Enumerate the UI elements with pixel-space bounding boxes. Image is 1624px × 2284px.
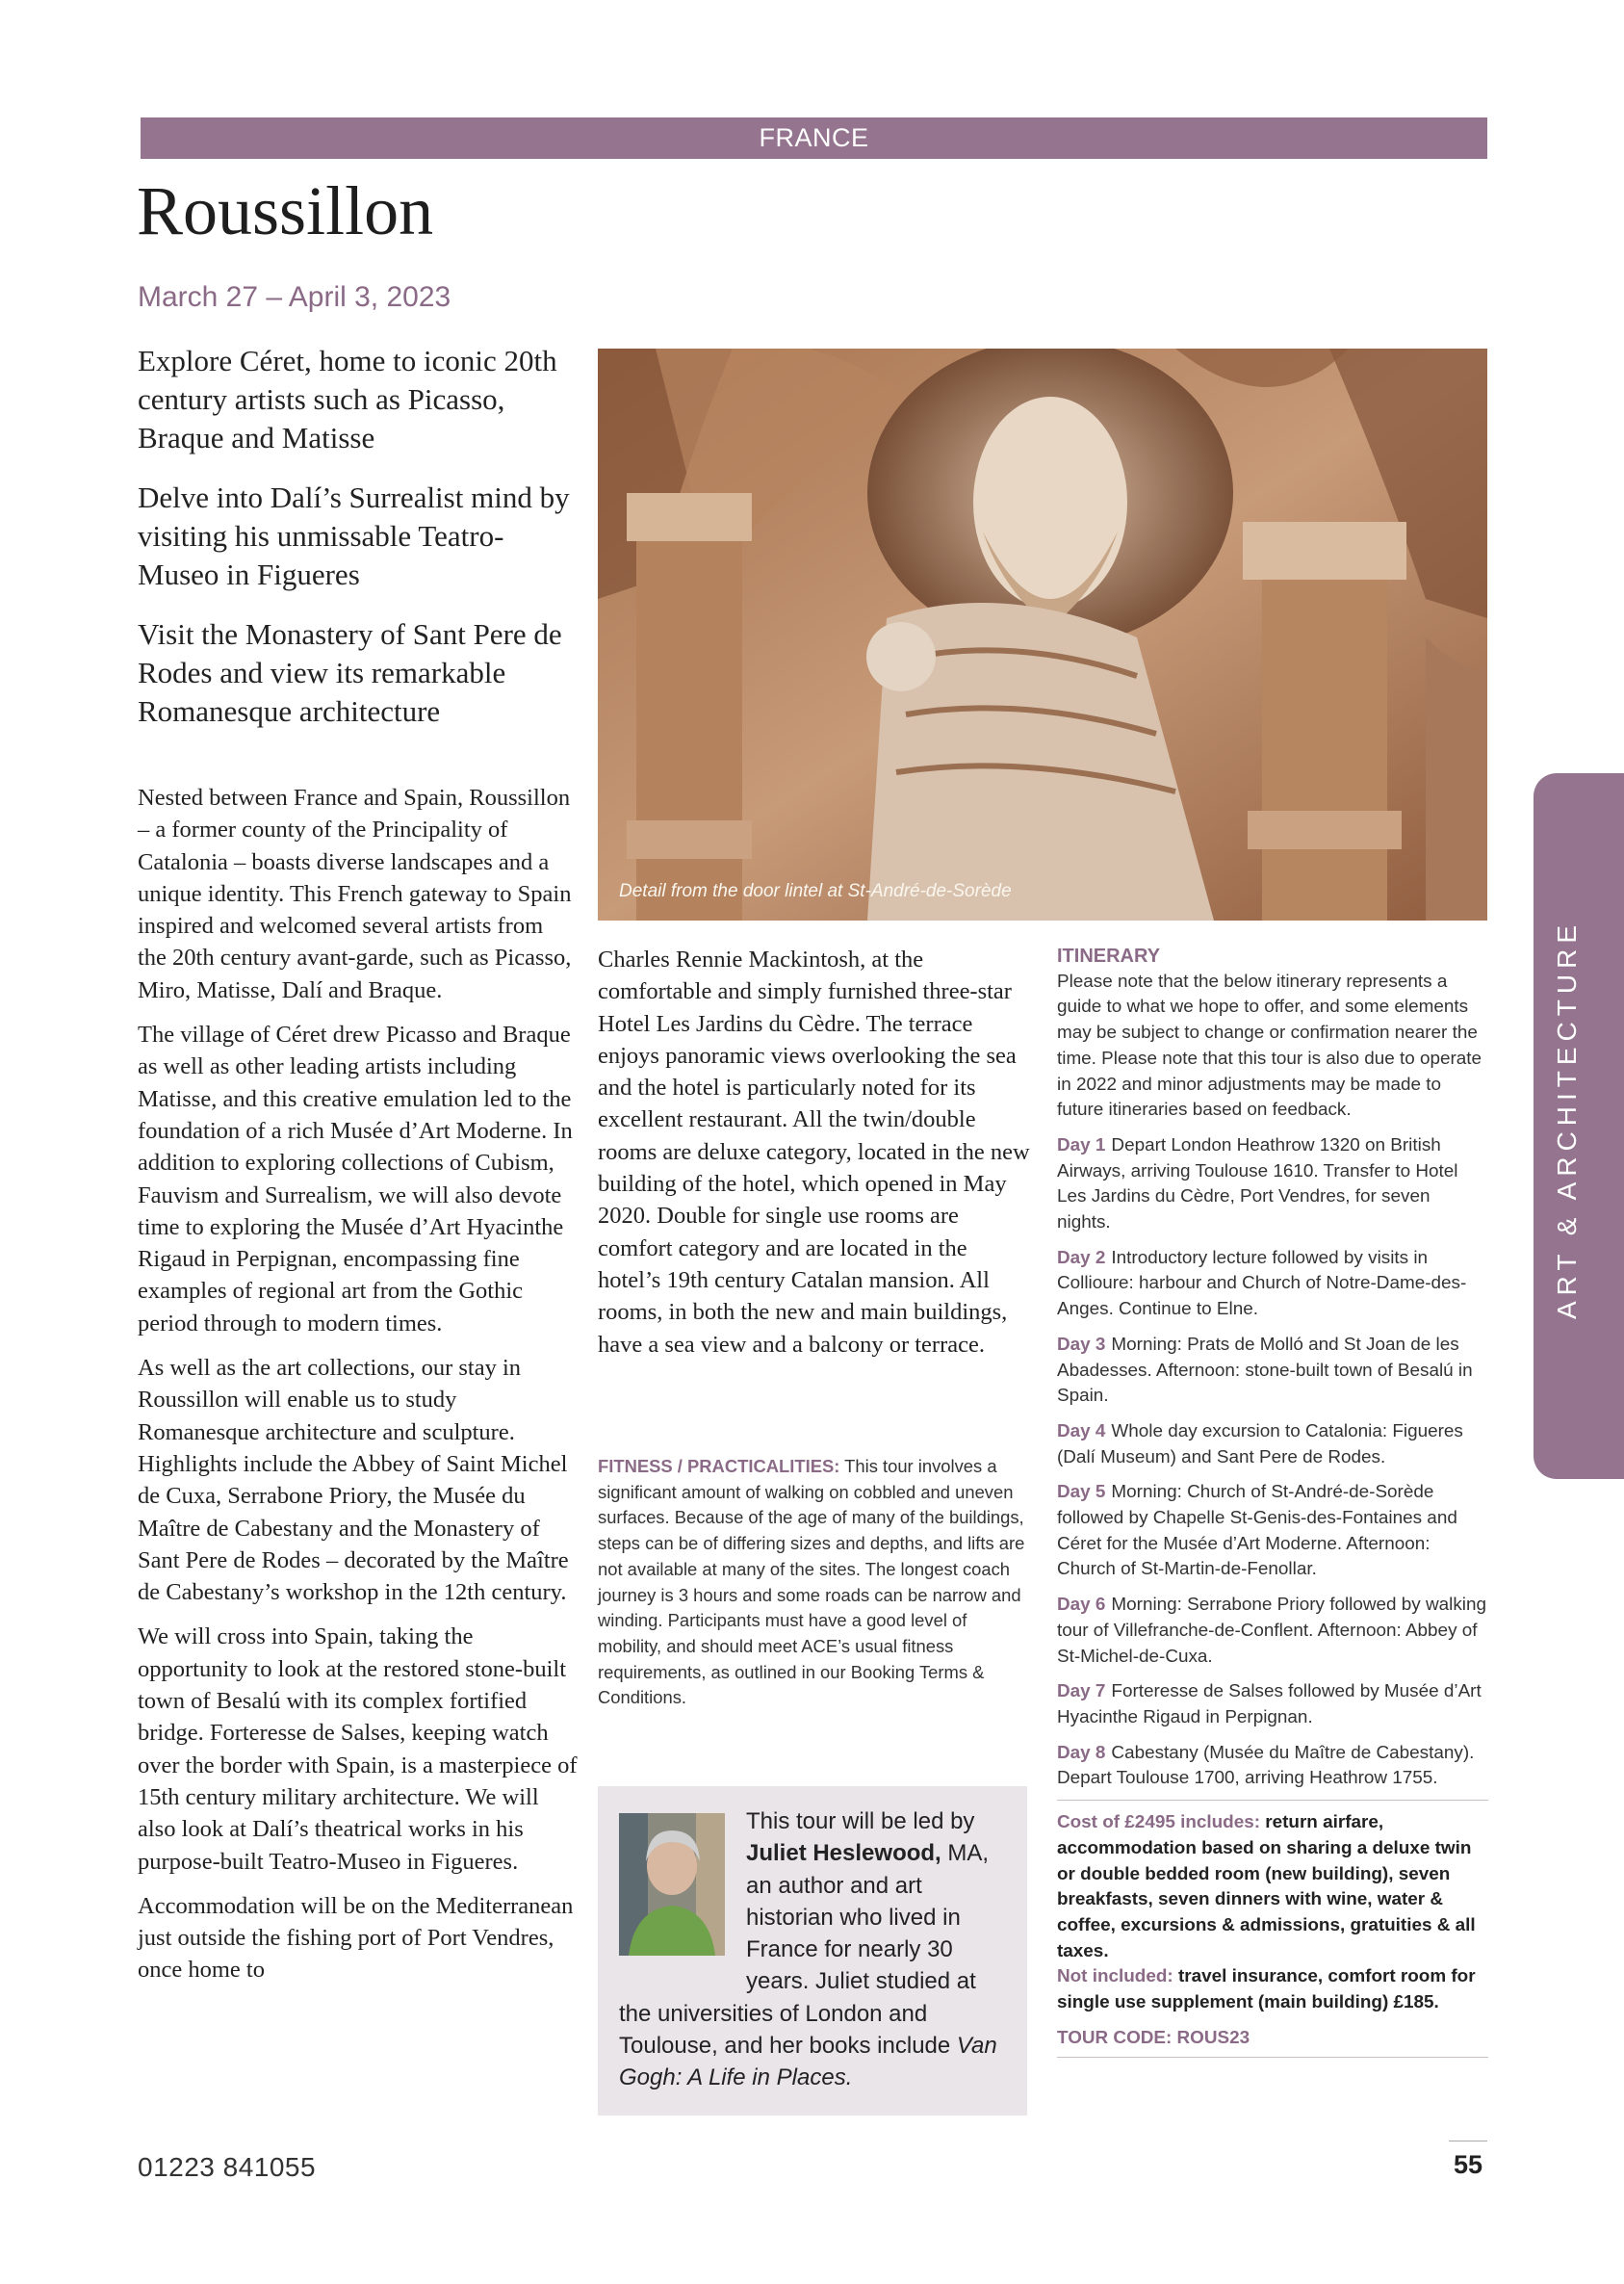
day-label: Day 8 <box>1057 1742 1106 1763</box>
leader-book: Van Gogh: A Life in Places. <box>619 2033 997 2091</box>
body-paragraph: The village of Céret drew Picasso and Braque as well as other leading artists including Matisse, and this creative emulation led to the foundation of a rich Musée d’Art Moderne. In addition to exploring collections of Cubism, Fauvism and Surrealism, we will also devote time to exploring the Musée d’Art Hyacinthe Rigaud in Perpignan, encompassing fine examples of regional art from the Gothic period through to modern times. <box>138 1022 573 1337</box>
cost-includes-text: return airfare, accommodation based on sharing a deluxe twin or double bedded room (new building), seven breakfasts, seven dinners with wine, water & coffee, excursions & admissions, gratuities & all taxes. <box>1057 1812 1476 1961</box>
cost-excludes <box>1057 1964 1488 2015</box>
photo-caption: Detail from the door lintel at St-André-de-Sorède <box>619 881 1012 901</box>
side-tab-label: ART & ARCHITECTURE <box>1552 919 1582 1319</box>
highlight-item: Delve into Dalí’s Surrealist mind by visiting his unmissable Teatro-Museo in Figueres <box>138 480 570 591</box>
sculpture-photo <box>598 349 1487 921</box>
day-label: Day 5 <box>1057 1482 1106 1503</box>
section-banner <box>141 117 1487 159</box>
itinerary-day <box>1057 1133 1488 1236</box>
page-title: Roussillon <box>137 172 434 249</box>
day-label: Day 7 <box>1057 1681 1106 1702</box>
fitness-text: This tour involves a significant amount of walking on cobbled and uneven surfaces. Because of the age of many of the buildings, steps can be of differing sizes and depths, and lifts are not available at many of the sites. The longest coach journey is 3 hours and some roads can be narrow and winding. Participants must have a good level of mobility, and should meet ACE’s usual fitness requirements, as outlined in our Booking Terms & Conditions. <box>598 1456 1025 1708</box>
leader-bio: MA, an author and art historian who lived in France for nearly 30 years. Juliet studied at the universities of London and Toulouse, and her books include <box>619 1840 990 2060</box>
leader-text <box>619 1805 1012 2094</box>
day-text: Morning: Prats de Molló and St Joan de les Abadesses. Afternoon: stone-built town of Besalú in Spain. <box>1057 1334 1473 1407</box>
divider <box>1057 2057 1488 2058</box>
leader-intro: This tour will be led by <box>746 1808 975 1834</box>
itinerary-day <box>1057 1333 1488 1410</box>
tour-leader-box <box>598 1786 1027 2115</box>
tour-code: TOUR CODE: ROUS23 <box>1057 2027 1250 2048</box>
day-text: Introductory lecture followed by visits in Collioure: harbour and Church of Notre-Dame-des-Anges. Continue to Elne. <box>1057 1247 1467 1320</box>
day-text: Depart London Heathrow 1320 on British Airways, arriving Toulouse 1610. Transfer to Hotel Les Jardins du Cèdre, Port Vendres, for seven nights. <box>1057 1134 1458 1233</box>
day-text: Cabestany (Musée du Maître de Cabestany). Depart Toulouse 1700, arriving Heathrow 1755. <box>1057 1742 1475 1789</box>
highlights <box>138 342 580 752</box>
highlight-item: Explore Céret, home to iconic 20th century artists such as Picasso, Braque and Matisse <box>138 344 557 454</box>
day-label: Day 4 <box>1057 1420 1106 1441</box>
body-column-2: Charles Rennie Mackintosh, at the comfortable and simply furnished three-star Hotel Les Jardins du Cèdre. The terrace enjoys panoramic views overlooking the sea and the hotel is particularly noted for its excellent restaurant. All the twin/double rooms are deluxe category, located in the new building of the hotel, which opened in May 2020. Double for single use rooms are comfort category and are located in the hotel’s 19th century Catalan mansion. All rooms, in both the new and main buildings, have a sea view and a balcony or terrace. <box>598 947 1030 1358</box>
divider <box>1057 1800 1488 1801</box>
banner-label: FRANCE <box>759 123 869 152</box>
day-text: Whole day excursion to Catalonia: Figueres (Dalí Museum) and Sant Pere de Rodes. <box>1057 1420 1463 1467</box>
itinerary-day <box>1057 1593 1488 1670</box>
body-column-1 <box>138 782 578 1999</box>
itinerary-day <box>1057 1679 1488 1730</box>
tour-dates: March 27 – April 3, 2023 <box>138 281 451 313</box>
itinerary-heading: ITINERARY <box>1057 946 1161 967</box>
itinerary-day <box>1057 1480 1488 1583</box>
itinerary-day <box>1057 1741 1488 1792</box>
itinerary-day <box>1057 1246 1488 1323</box>
itinerary-column <box>1057 944 1488 2058</box>
page-number: 55 <box>1454 2150 1483 2179</box>
highlight-item: Visit the Monastery of Sant Pere de Rodes and view its remarkable Romanesque architecture <box>138 617 562 728</box>
body-paragraph: Nested between France and Spain, Roussillon – a former county of the Principality of Catalonia – boasts diverse landscapes and a unique identity. This French gateway to Spain inspired and welcomed several artists from the 20th century avant-garde, such as Picasso, Miro, Matisse, Dalí and Braque. <box>138 785 572 1003</box>
leader-name: Juliet Heslewood, <box>746 1840 941 1867</box>
day-label: Day 2 <box>1057 1247 1106 1268</box>
day-label: Day 6 <box>1057 1595 1106 1616</box>
body-paragraph: Accommodation will be on the Mediterranean just outside the fishing port of Port Vendres, once home to <box>138 1892 574 1984</box>
day-text: Morning: Church of St-André-de-Sorède followed by Chapelle St-Genis-des-Fontaines and Céret for the Musée d’Art Moderne. Afternoon: Church of St-Martin-de-Fenollar. <box>1057 1482 1457 1580</box>
itinerary-day <box>1057 1419 1488 1470</box>
day-label: Day 1 <box>1057 1134 1106 1155</box>
cost-includes <box>1057 1810 1488 1964</box>
day-text: Forteresse de Salses followed by Musée d’Art Hyacinthe Rigaud in Perpignan. <box>1057 1681 1482 1727</box>
cost-excludes-text: travel insurance, comfort room for single use supplement (main building) £185. <box>1057 1966 1476 2013</box>
cost-includes-label: Cost of £2495 includes: <box>1057 1812 1261 1833</box>
body-paragraph: As well as the art collections, our stay in Roussillon will enable us to study Romanesque architecture and sculpture. Highlights include the Abbey of Saint Michel de Cuxa, Serrabone Priory, the Musée du Maître de Cabestany and the Monastery of Sant Pere de Rodes – decorated by the Maître de Cabestany’s workshop in the 12th century. <box>138 1355 569 1606</box>
itinerary-note: Please note that the below itinerary represents a guide to what we hope to offer, and some elements may be subject to change or confirmation nearer the time. Please note that this tour is also due to operate in 2022 and minor adjustments may be made to future itineraries based on feedback. <box>1057 971 1482 1121</box>
fitness-block <box>598 1454 1031 1711</box>
day-label: Day 3 <box>1057 1334 1106 1355</box>
fitness-label: FITNESS / PRACTICALITIES: <box>598 1456 840 1476</box>
day-text: Morning: Serrabone Priory followed by walking tour of Villefranche-de-Conflent. Afternoon: Abbey of St-Michel-de-Cuxa. <box>1057 1595 1486 1667</box>
cost-excludes-label: Not included: <box>1057 1966 1173 1987</box>
body-paragraph: We will cross into Spain, taking the opportunity to look at the restored stone-built town of Besalú with its complex fortified bridge. Forteresse de Salses, keeping watch over the border with Spain, is a masterpiece of 15th century military architecture. We will also look at Dalí’s theatrical works in his purpose-built Teatro-Museo in Figueres. <box>138 1623 578 1875</box>
footer-phone: 01223 841055 <box>138 2152 317 2182</box>
